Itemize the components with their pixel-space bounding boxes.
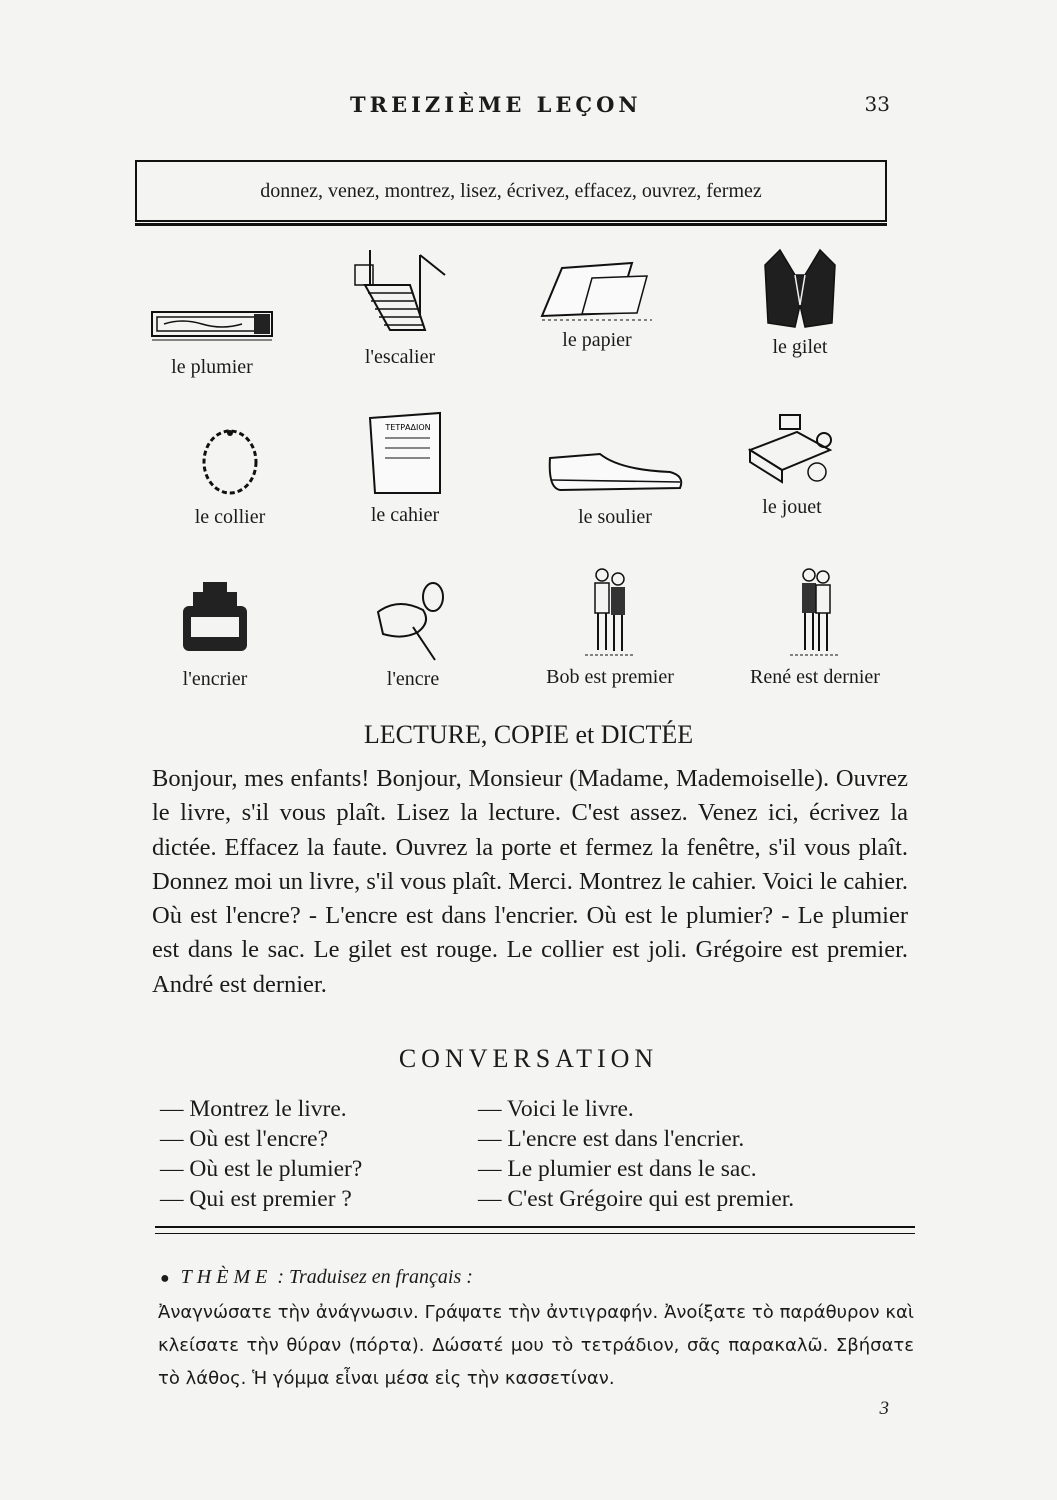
- picture-item-jouet: [692, 410, 892, 519]
- running-head: [150, 92, 890, 122]
- conversation-list: [160, 1094, 920, 1214]
- necklace-icon: [195, 425, 265, 500]
- shoe-icon: [540, 440, 690, 500]
- picture-caption: le plumier: [171, 356, 253, 378]
- picture-item-bob: [510, 565, 710, 689]
- boys-last-icon: [785, 565, 845, 660]
- picture-item-encrier: [115, 577, 315, 691]
- picture-item-papier: [497, 258, 697, 352]
- conversation-answer: — Voici le livre.: [478, 1096, 634, 1122]
- picture-caption: l'encre: [386, 668, 440, 690]
- picture-caption: l'escalier: [364, 346, 436, 368]
- picture-item-cahier: [305, 408, 505, 527]
- picture-item-plumier: [112, 300, 312, 379]
- picture-caption: l'encrier: [182, 668, 248, 690]
- picture-caption: le cahier: [370, 504, 440, 526]
- page-number: 33: [864, 92, 890, 116]
- conversation-row: [160, 1094, 920, 1124]
- theme-label: THÈME: [180, 1266, 273, 1288]
- conversation-question: — Montrez le livre.: [160, 1096, 347, 1122]
- notebook-icon: [360, 408, 450, 498]
- conversation-answer: — L'encre est dans l'encrier.: [478, 1126, 745, 1152]
- paper-icon: [537, 258, 657, 323]
- vest-icon: [760, 245, 840, 330]
- picture-item-rene: [715, 565, 915, 689]
- notebook-cover-text: ΤΕΤΡΑΔΙΟΝ: [385, 423, 431, 432]
- inkwell-icon: [175, 577, 255, 662]
- conversation-title: CONVERSATION: [398, 1044, 659, 1073]
- conversation-question: — Où est le plumier?: [160, 1156, 363, 1182]
- picture-item-gilet: [700, 245, 900, 359]
- ink-hand-icon: [373, 582, 453, 662]
- conversation-row: [160, 1124, 920, 1154]
- picture-caption: le jouet: [762, 496, 822, 518]
- picture-item-escalier: [300, 245, 500, 369]
- picture-caption: le collier: [194, 506, 266, 528]
- boys-first-icon: [580, 565, 640, 660]
- bullet-icon: ●: [160, 1270, 170, 1287]
- verb-list: donnez, venez, montrez, lisez, écrivez, effacez, ouvrez, fermez: [260, 179, 762, 202]
- picture-caption: le gilet: [772, 336, 828, 358]
- conversation-row: [160, 1184, 920, 1214]
- picture-item-soulier: [515, 440, 715, 529]
- theme-instruction: : Traduisez en français :: [277, 1266, 473, 1288]
- conversation-answer: — Le plumier est dans le sac.: [478, 1156, 757, 1182]
- picture-item-encre: [313, 582, 513, 691]
- toy-icon: [742, 410, 842, 490]
- picture-caption: Bob est premier: [546, 666, 674, 688]
- conversation-question: — Qui est premier ?: [160, 1186, 352, 1212]
- theme-heading: [160, 1266, 473, 1289]
- reading-title: LECTURE, COPIE et DICTÉE: [363, 720, 694, 749]
- conversation-question: — Où est l'encre?: [160, 1126, 329, 1152]
- staircase-icon: [350, 245, 450, 340]
- signature-mark: 3: [879, 1398, 889, 1419]
- section-divider: [155, 1226, 915, 1228]
- greek-exercise-text: Ἀναγνώσατε τὴν ἀνάγνωσιν. Γράψατε τὴν ἀντιγραφήν. Ἀνοίξατε τὸ παράθυρον καὶ κλείσατε τὴν θύραν (πόρτα). Δώσατέ μου τὸ τετράδιον, σᾶς παρακαλῶ. Σβήσατε τὸ λάθος. Ἡ γόμμα εἶναι μέσα εἰς τὴν κασσετίναν.: [158, 1302, 914, 1389]
- picture-caption: René est dernier: [750, 666, 880, 688]
- pencil-case-icon: [142, 300, 282, 350]
- verb-box: [135, 160, 887, 222]
- lesson-title: TREIZIÈME LEÇON: [350, 92, 642, 117]
- conversation-answer: — C'est Grégoire qui est premier.: [478, 1186, 795, 1212]
- section-divider: [155, 1233, 915, 1234]
- picture-caption: le papier: [562, 329, 632, 351]
- conversation-row: [160, 1154, 920, 1184]
- picture-item-collier: [130, 425, 330, 529]
- picture-caption: le soulier: [578, 506, 652, 528]
- reading-text: Bonjour, mes enfants! Bonjour, Monsieur (Madame, Mademoiselle). Ouvrez le livre, s'il vous plaît. Lisez la lecture. C'est assez. Venez ici, écrivez la dictée. Effacez la faute. Ouvrez la porte et fermez la fenêtre, s'il vous plaît. Donnez moi un livre, s'il vous plaît. Merci. Montrez le cahier. Voici le cahier. Où est l'encre? - L'encre est dans l'encrier. Où est le plumier? - Le plumier est dans le sac. Le gilet est rouge. Le collier est joli. Grégoire est premier. André est dernier.: [152, 765, 909, 998]
